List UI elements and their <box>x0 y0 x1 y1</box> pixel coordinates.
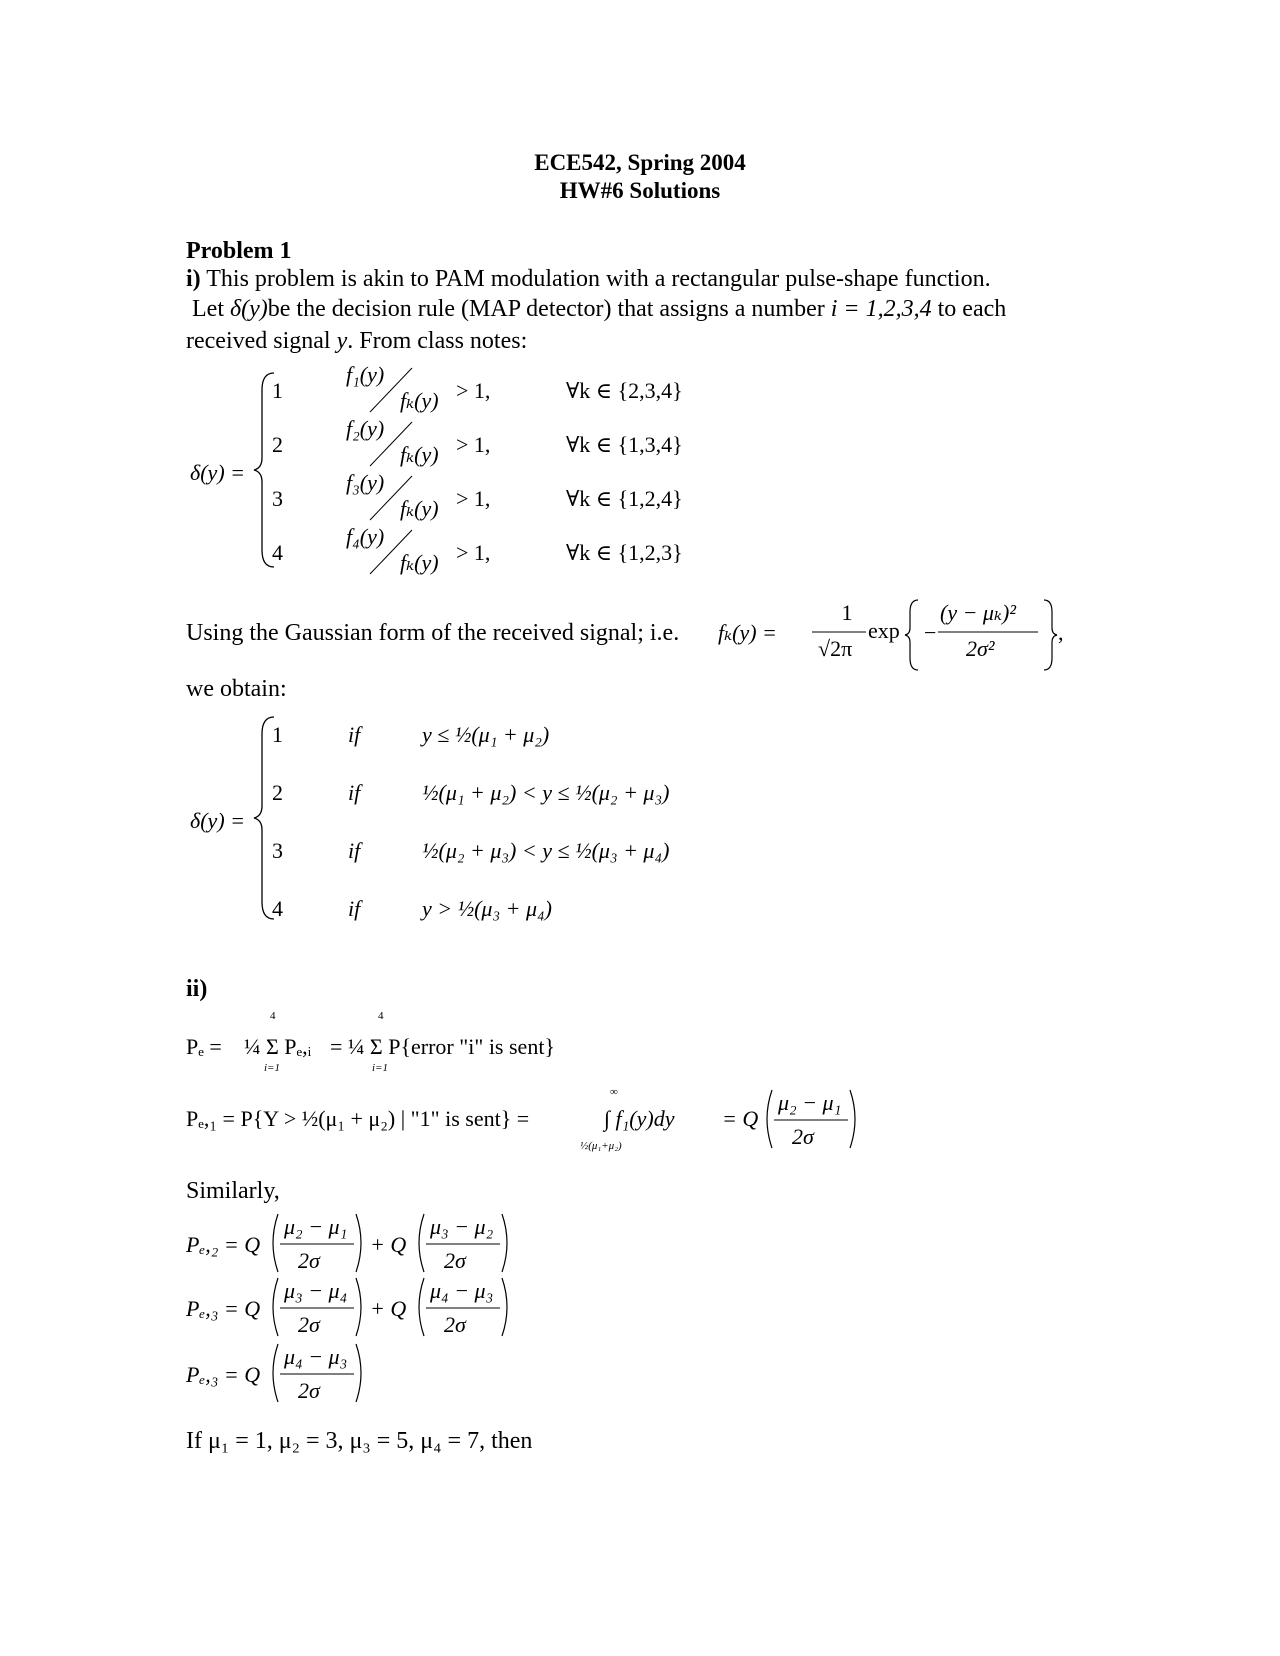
row-if: if <box>348 838 361 863</box>
left-curly-brace <box>904 598 922 672</box>
row-condition: > 1, <box>456 378 491 403</box>
row-if: if <box>348 780 361 805</box>
fraction-bar <box>280 1242 354 1246</box>
pe3b-q-den: 2σ <box>298 1378 320 1403</box>
row-set: ∀k ∈ {1,3,4} <box>566 432 683 457</box>
row-condition: > 1, <box>456 432 491 457</box>
row-denominator: fₖ(y) <box>400 550 439 575</box>
part-i-line1 <box>186 266 991 293</box>
row-numerator: f₁(y) <box>346 362 385 387</box>
left-paren <box>266 1276 280 1338</box>
pe2-q1-den: 2σ <box>298 1248 320 1273</box>
row-condition: y > ½(μ₃ + μ₄) <box>422 896 552 921</box>
part-ii-label: ii) <box>186 976 208 1002</box>
from-class-notes: . From class notes: <box>347 328 528 354</box>
sum2-top: 4 <box>378 1010 384 1022</box>
row-set: ∀k ∈ {2,3,4} <box>566 378 683 403</box>
left-paren <box>760 1088 774 1150</box>
fraction-bar <box>426 1306 500 1310</box>
part-i-line2 <box>192 296 1006 323</box>
part-i-line3 <box>186 328 527 355</box>
pe1-int-top: ∞ <box>610 1086 618 1098</box>
row-set: ∀k ∈ {1,2,3} <box>566 540 683 565</box>
pe2-lhs: Pₑ,₂ = Q <box>186 1232 261 1257</box>
fraction-bar <box>280 1306 354 1310</box>
row-if: if <box>348 722 361 747</box>
pe1-q-den: 2σ <box>792 1124 814 1149</box>
row-denominator: fₖ(y) <box>400 442 439 467</box>
pe1-q: = Q <box>722 1106 759 1131</box>
row-value: 3 <box>272 838 283 863</box>
pe3a-plus: + Q <box>370 1296 407 1321</box>
row-condition: > 1, <box>456 486 491 511</box>
final-line: If μ₁ = 1, μ₂ = 3, μ₃ = 5, μ₄ = 7, then <box>186 1428 533 1454</box>
part-i-label: i) <box>186 266 201 292</box>
row-numerator: f₂(y) <box>346 416 385 441</box>
row-value: 1 <box>272 722 283 747</box>
exp-numerator: (y − μₖ)² <box>940 600 1016 625</box>
document-subtitle: HW#6 Solutions <box>559 178 721 203</box>
gaussian-text: Using the Gaussian form of the received signal; i.e. <box>186 620 680 646</box>
right-paren <box>500 1276 514 1338</box>
y-symbol: y <box>336 328 348 354</box>
right-paren <box>500 1212 514 1274</box>
gaussian-lhs: fₖ(y) = <box>718 620 777 645</box>
index-values: i = 1,2,3,4 <box>830 296 932 322</box>
row-value: 1 <box>272 378 283 403</box>
right-paren <box>848 1088 862 1150</box>
part-i-intro: This problem is akin to PAM modulation with a rectangular pulse-shape function. <box>206 266 991 292</box>
row-condition: > 1, <box>456 540 491 565</box>
right-paren <box>354 1276 368 1338</box>
sum1-top: 4 <box>270 1010 276 1022</box>
left-paren <box>412 1212 426 1274</box>
pe1-integral: ∫ f₁(y)dy <box>604 1106 675 1131</box>
pe2-q2-num: μ₃ − μ₂ <box>430 1214 494 1239</box>
exp-denominator: 2σ² <box>966 636 995 661</box>
to-each: to each <box>937 296 1007 322</box>
row-condition: ½(μ₁ + μ₂) < y ≤ ½(μ₂ + μ₃) <box>422 780 670 805</box>
problem-heading: Problem 1 <box>186 238 292 264</box>
pe1-q-num: μ₂ − μ₁ <box>778 1090 842 1115</box>
sum1-bottom: i=1 <box>264 1062 280 1074</box>
row-value: 4 <box>272 540 283 565</box>
right-paren <box>354 1212 368 1274</box>
left-paren <box>412 1276 426 1338</box>
pe3b-lhs: Pₑ,₃ = Q <box>186 1362 261 1387</box>
pe3a-q1-den: 2σ <box>298 1312 320 1337</box>
gaussian-coef-num: 1 <box>841 600 853 625</box>
exp-word: exp <box>868 618 900 643</box>
left-paren <box>266 1212 280 1274</box>
pe2-plus: + Q <box>370 1232 407 1257</box>
row-value: 3 <box>272 486 283 511</box>
sum2-bottom: i=1 <box>372 1062 388 1074</box>
row-set: ∀k ∈ {1,2,4} <box>566 486 683 511</box>
map-rule-lhs: δ(y) = <box>190 460 245 485</box>
row-denominator: fₖ(y) <box>400 496 439 521</box>
row-condition: y ≤ ½(μ₁ + μ₂) <box>422 722 550 747</box>
pe-sum1: ¼ Σ Pₑ,ᵢ <box>244 1034 312 1059</box>
pe2-q2-den: 2σ <box>444 1248 466 1273</box>
pe3a-q1-num: μ₃ − μ₄ <box>284 1278 348 1303</box>
pe3a-lhs: Pₑ,₃ = Q <box>186 1296 261 1321</box>
exp-fraction-bar <box>938 630 1038 634</box>
pe3b-q-num: μ₄ − μ₃ <box>284 1344 348 1369</box>
pe-lhs: Pₑ = <box>186 1034 222 1059</box>
row-denominator: fₖ(y) <box>400 388 439 413</box>
row-value: 4 <box>272 896 283 921</box>
right-paren <box>354 1342 368 1404</box>
pe3a-q2-num: μ₄ − μ₃ <box>430 1278 494 1303</box>
row-numerator: f₄(y) <box>346 524 385 549</box>
gaussian-coef-den: √2π <box>818 636 853 661</box>
fraction-bar <box>426 1242 500 1246</box>
row-value: 2 <box>272 432 283 457</box>
pe-sum2: = ¼ Σ P{error "i" is sent} <box>330 1034 555 1059</box>
left-paren <box>266 1342 280 1404</box>
row-value: 2 <box>272 780 283 805</box>
obtain-lhs: δ(y) = <box>190 808 245 833</box>
row-numerator: f₃(y) <box>346 470 385 495</box>
pe1-int-bottom: ½(μ₁+μ₂) <box>580 1140 622 1152</box>
right-curly-brace <box>1040 598 1058 672</box>
exp-minus: − <box>924 620 937 645</box>
pe3a-q2-den: 2σ <box>444 1312 466 1337</box>
rule-text: be the decision rule (MAP detector) that assigns a number <box>267 296 825 322</box>
document-title: ECE542, Spring 2004 <box>534 150 746 175</box>
fraction-bar <box>774 1118 848 1122</box>
delta-symbol: δ(y) <box>229 296 268 322</box>
pe1-lhs: Pₑ,₁ = P{Y > ½(μ₁ + μ₂) | "1" is sent} = <box>186 1106 530 1131</box>
similarly-text: Similarly, <box>186 1178 280 1204</box>
let-word: Let <box>192 296 224 322</box>
row-if: if <box>348 896 361 921</box>
received-signal: received signal <box>186 328 331 354</box>
pe2-q1-num: μ₂ − μ₁ <box>284 1214 348 1239</box>
obtain-text: we obtain: <box>186 676 287 702</box>
row-condition: ½(μ₂ + μ₃) < y ≤ ½(μ₃ + μ₄) <box>422 838 670 863</box>
gaussian-coef-bar <box>812 630 866 634</box>
fraction-bar <box>280 1372 354 1376</box>
gaussian-tail: , <box>1058 620 1064 645</box>
